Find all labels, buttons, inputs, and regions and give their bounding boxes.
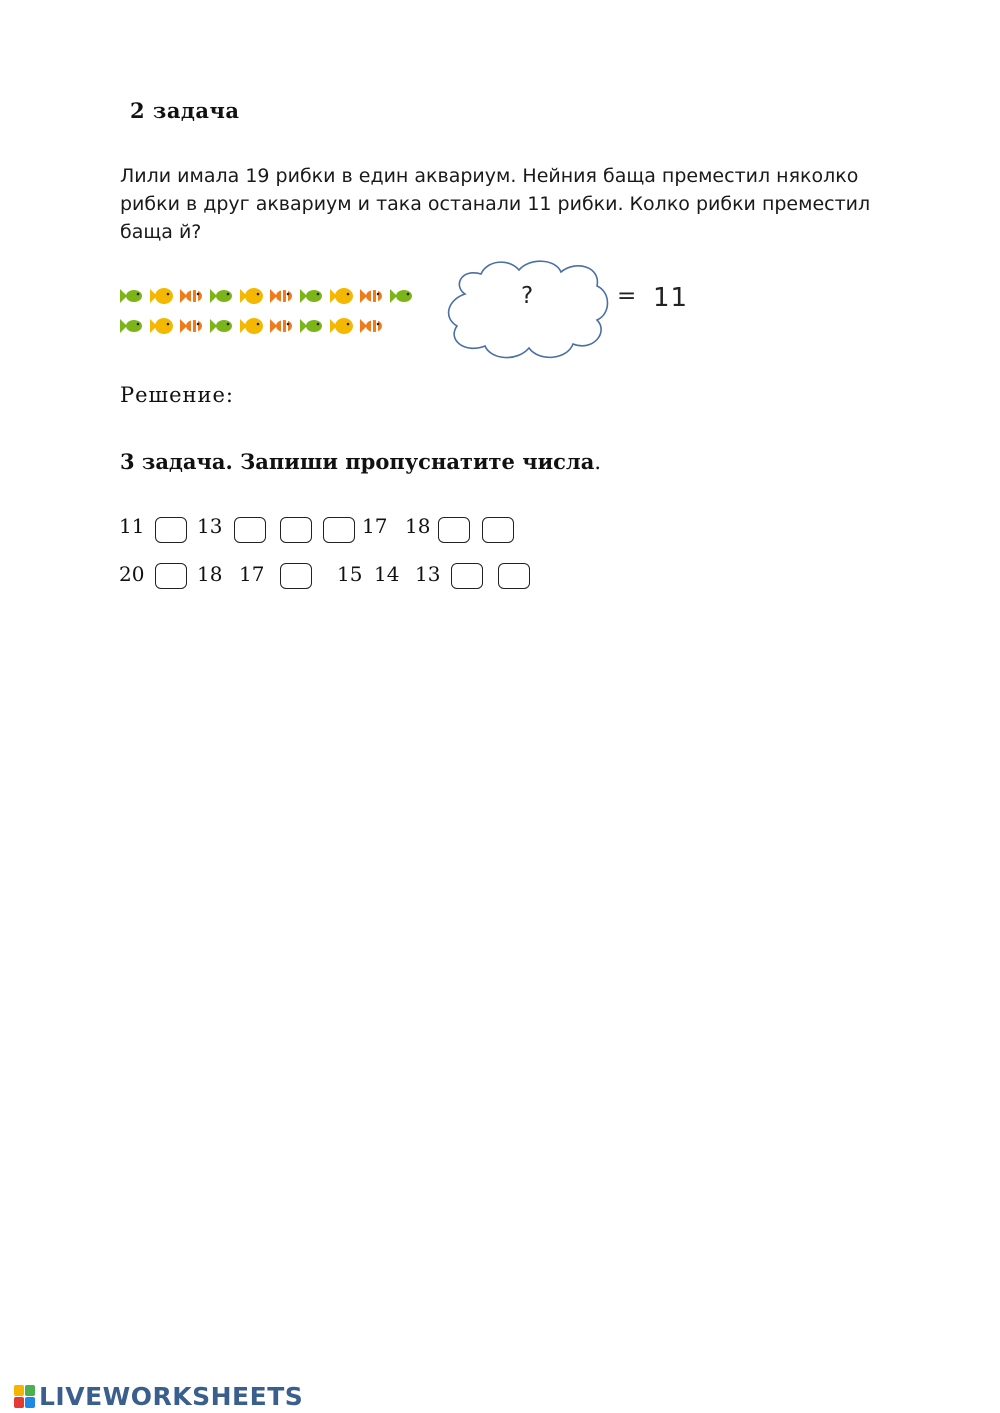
answer-box[interactable] bbox=[323, 517, 355, 543]
brand-name: LIVEWORKSHEETS bbox=[39, 1382, 304, 1411]
footer-logo[interactable] bbox=[14, 1382, 303, 1411]
sequence-number: 20 bbox=[119, 562, 145, 586]
sequence-number: 17 bbox=[362, 514, 388, 538]
fish-row-1 bbox=[118, 285, 415, 307]
answer-box[interactable] bbox=[498, 563, 530, 589]
clown-fish-icon bbox=[178, 285, 205, 307]
clown-fish-icon bbox=[268, 285, 295, 307]
sequence-number: 18 bbox=[197, 562, 223, 586]
yellow-fish-icon bbox=[328, 315, 355, 337]
answer-box[interactable] bbox=[155, 517, 187, 543]
task-3-title-text: 3 задача. Запиши пропуснатите числа bbox=[120, 449, 595, 474]
task-3-title bbox=[120, 449, 601, 474]
green-fish-icon bbox=[208, 315, 235, 337]
clown-fish-icon bbox=[358, 315, 385, 337]
sequence-number: 17 bbox=[239, 562, 265, 586]
sequence-number: 18 bbox=[405, 514, 431, 538]
green-fish-icon bbox=[118, 315, 145, 337]
clown-fish-icon bbox=[358, 285, 385, 307]
yellow-fish-icon bbox=[328, 285, 355, 307]
green-fish-icon bbox=[298, 315, 325, 337]
equals-sign: = bbox=[617, 283, 637, 309]
liveworksheets-logo-icon bbox=[14, 1385, 36, 1409]
fish-row-2 bbox=[118, 315, 385, 337]
yellow-fish-icon bbox=[238, 315, 265, 337]
cloud-shape bbox=[443, 256, 611, 364]
answer-box[interactable] bbox=[438, 517, 470, 543]
task-3-title-period: . bbox=[594, 450, 602, 474]
answer-box[interactable] bbox=[451, 563, 483, 589]
sequence-number: 13 bbox=[197, 514, 223, 538]
answer-box[interactable] bbox=[280, 563, 312, 589]
green-fish-icon bbox=[208, 285, 235, 307]
answer-box[interactable] bbox=[155, 563, 187, 589]
task-2-title: 2 задача bbox=[130, 98, 240, 123]
yellow-fish-icon bbox=[148, 285, 175, 307]
answer-box[interactable] bbox=[280, 517, 312, 543]
remaining-count: 11 bbox=[653, 283, 689, 313]
clown-fish-icon bbox=[178, 315, 205, 337]
problem-text: Лили имала 19 рибки в един аквариум. Нейния баща преместил няколко рибки в друг аквариум и така останали 11 рибки. Колко рибки преместил баща й? bbox=[120, 165, 871, 243]
green-fish-icon bbox=[388, 285, 415, 307]
green-fish-icon bbox=[118, 285, 145, 307]
answer-box[interactable] bbox=[482, 517, 514, 543]
sequence-number: 13 bbox=[415, 562, 441, 586]
clown-fish-icon bbox=[268, 315, 295, 337]
yellow-fish-icon bbox=[238, 285, 265, 307]
sequence-number: 11 bbox=[119, 514, 145, 538]
solution-label: Решение: bbox=[120, 383, 235, 407]
yellow-fish-icon bbox=[148, 315, 175, 337]
answer-box[interactable] bbox=[234, 517, 266, 543]
sequence-number: 15 bbox=[337, 562, 363, 586]
sequence-number: 14 bbox=[374, 562, 400, 586]
cloud-question-mark: ? bbox=[521, 283, 534, 309]
green-fish-icon bbox=[298, 285, 325, 307]
